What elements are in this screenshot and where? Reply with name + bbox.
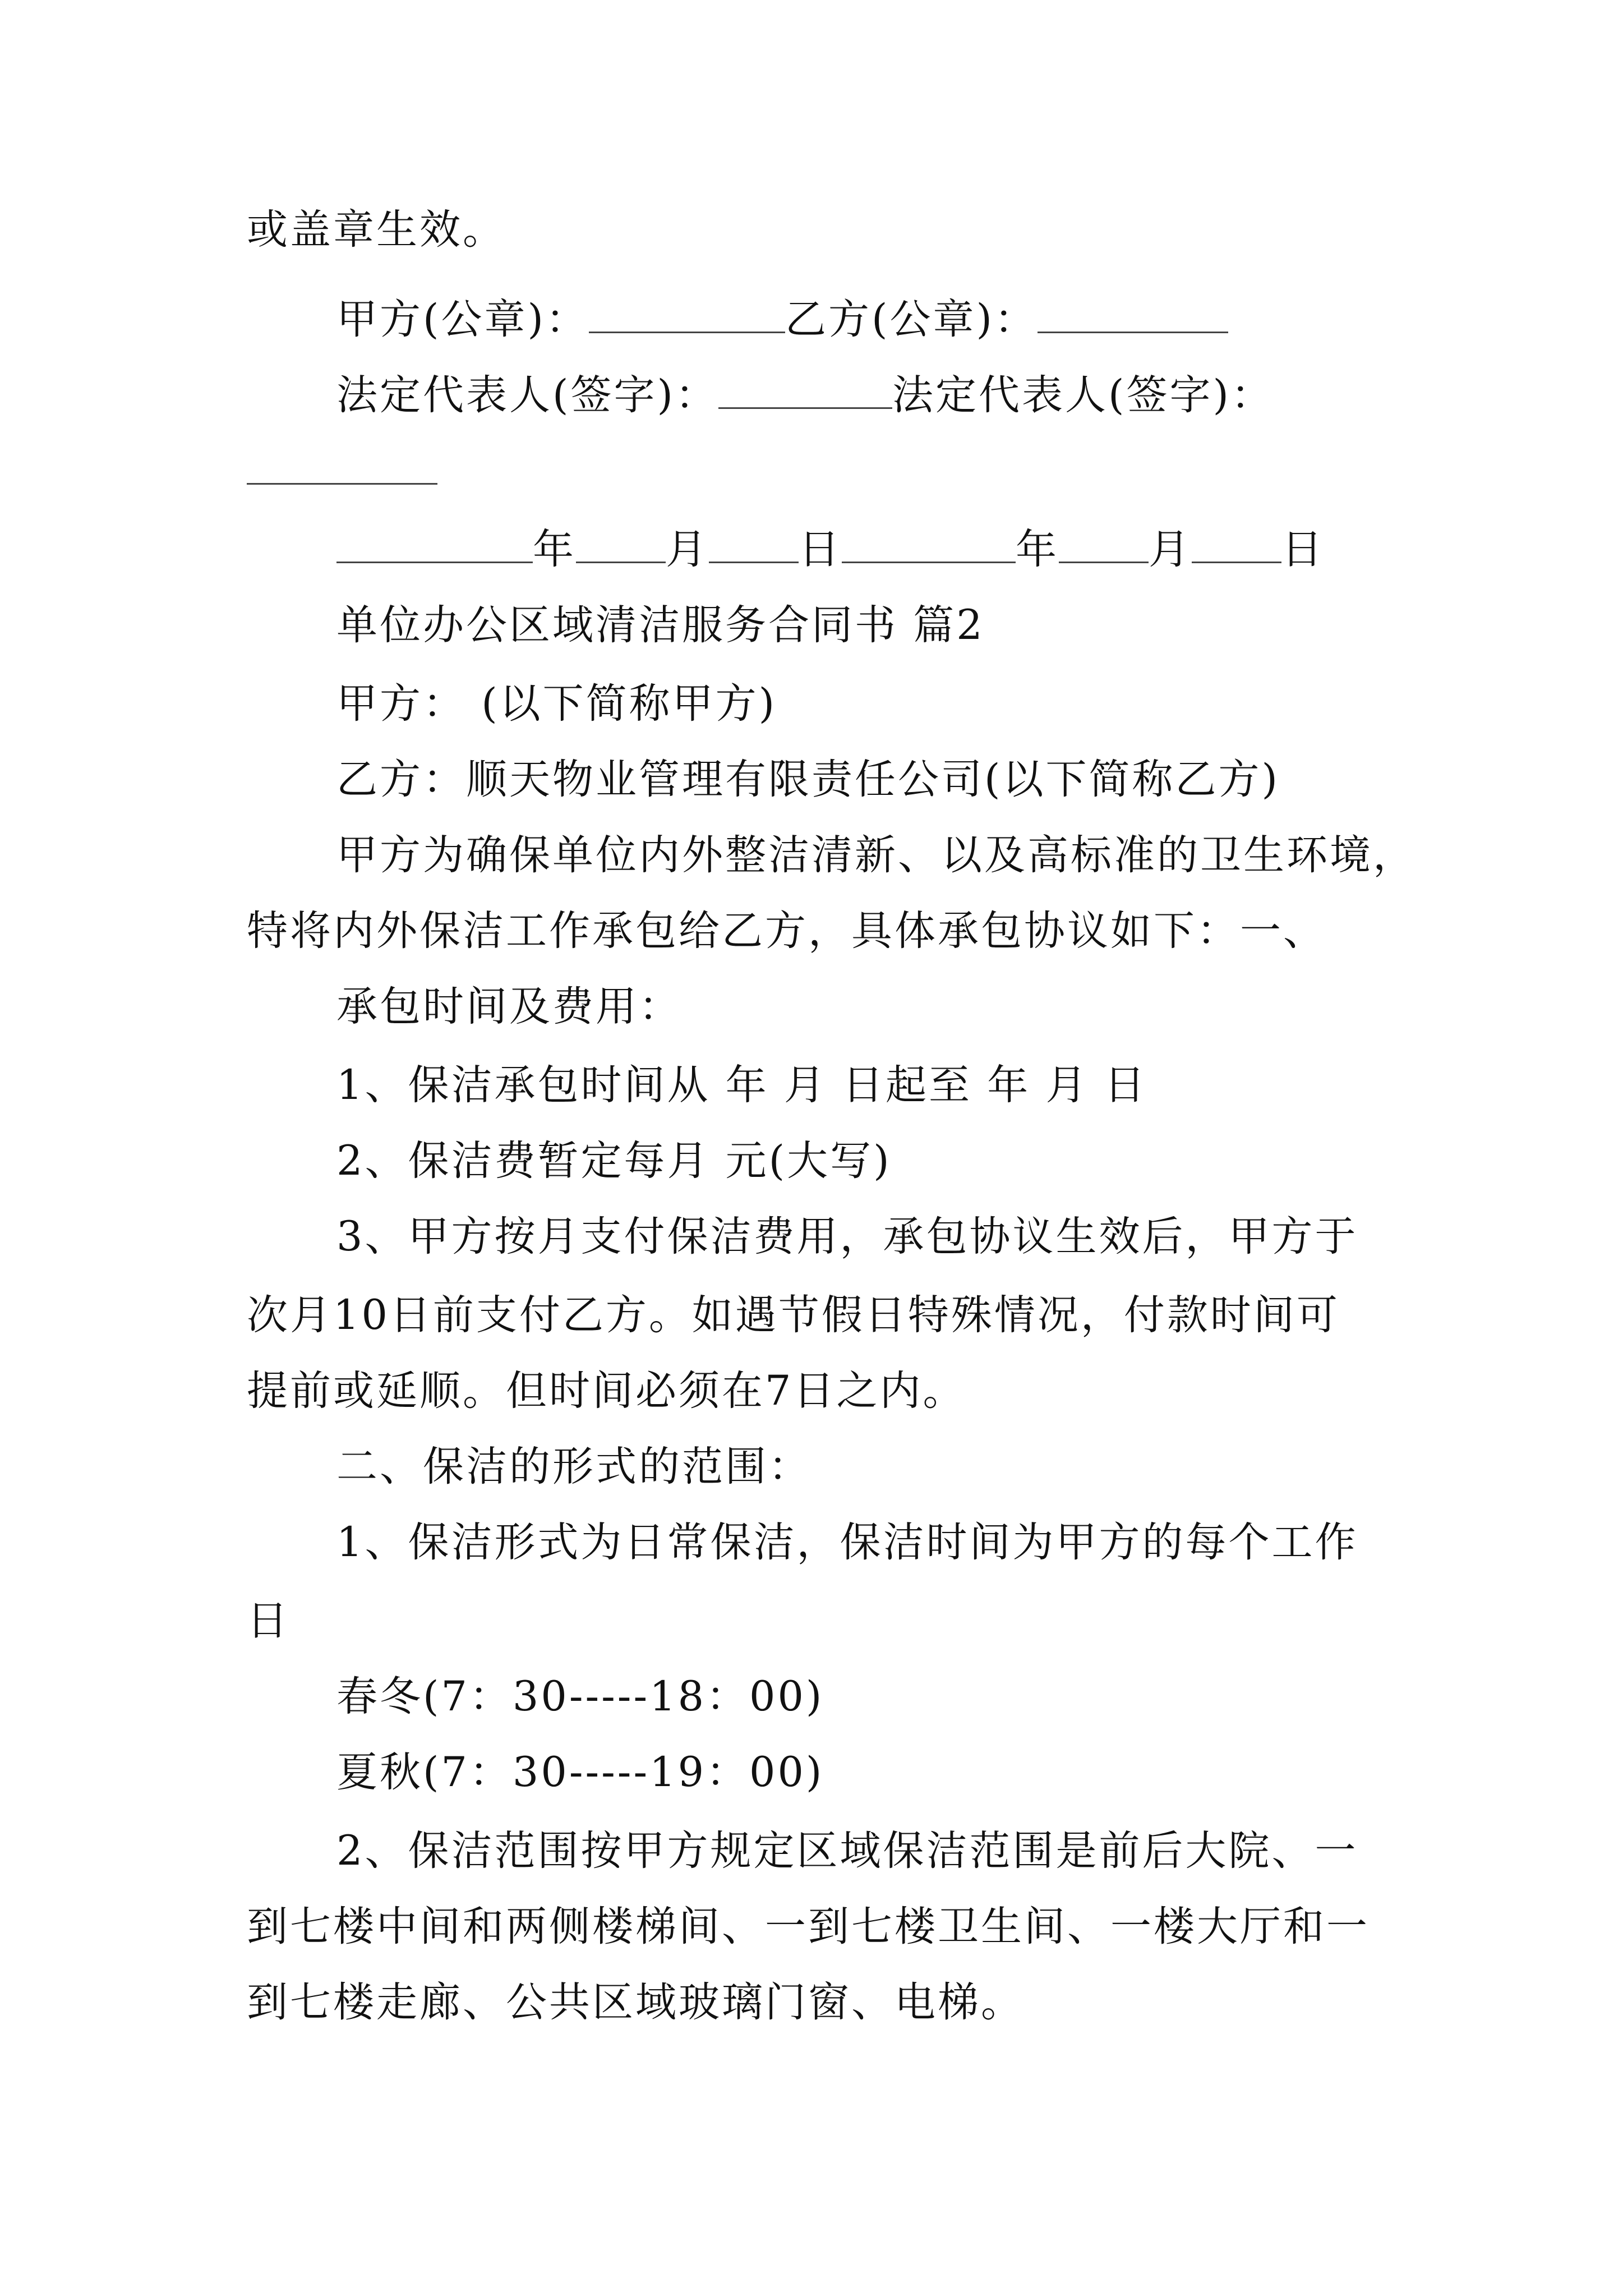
party-b-rep-blank — [247, 449, 437, 485]
schedule-line: 春冬(7：30-----18：00) — [336, 1673, 824, 1720]
party-a-rep-label: 法定代表人(签字)： — [336, 371, 718, 419]
paragraph-line: 甲方为确保单位内外整洁清新、以及高标准的卫生环境， — [336, 831, 1416, 879]
date-b-day-blank — [1192, 528, 1281, 563]
party-b-line: 乙方：顺天物业管理有限责任公司(以下简称乙方) — [336, 756, 1280, 803]
clause-item: 3、甲方按月支付保洁费用，承包协议生效后，甲方于 — [336, 1213, 1358, 1260]
party-a-line: 甲方： (以下简称甲方) — [336, 680, 777, 728]
date-b-year-blank — [842, 528, 1016, 563]
date-a-month-label: 月 — [666, 526, 709, 573]
date-b-year-label: 年 — [1016, 526, 1059, 573]
party-b-seal-blank — [1038, 298, 1228, 333]
clause-item: 2、保洁范围按甲方规定区域保洁范围是前后大院、一 — [336, 1827, 1358, 1875]
party-a-seal-blank — [589, 298, 785, 333]
document-heading: 单位办公区域清洁服务合同书 篇2 — [336, 601, 985, 649]
party-b-seal-label: 乙方(公章)： — [785, 296, 1038, 343]
date-b-day-label: 日 — [1281, 526, 1325, 573]
clause-item: 日 — [247, 1597, 290, 1645]
date-b-month-blank — [1059, 528, 1149, 563]
clause-item: 次月10日前支付乙方。如遇节假日特殊情况，付款时间可 — [247, 1291, 1340, 1339]
clause-item: 到七楼中间和两侧楼梯间、一到七楼卫生间、一楼大厅和一 — [247, 1903, 1370, 1950]
date-a-day-label: 日 — [799, 526, 842, 573]
signature-rep-line — [336, 367, 1274, 424]
text-line: 或盖章生效。 — [247, 206, 506, 254]
date-a-day-blank — [709, 528, 799, 563]
schedule-line: 夏秋(7：30-----19：00) — [336, 1749, 824, 1796]
date-a-year-label: 年 — [533, 526, 576, 573]
party-b-rep-label: 法定代表人(签字)： — [892, 371, 1274, 419]
clause-item: 提前或延顺。但时间必须在7日之内。 — [247, 1367, 966, 1415]
clause-item: 2、保洁费暂定每月 元(大写) — [336, 1137, 892, 1185]
clause-item: 1、保洁形式为日常保洁，保洁时间为甲方的每个工作 — [336, 1519, 1358, 1566]
section-title: 承包时间及费用： — [336, 983, 682, 1030]
date-a-year-blank — [336, 528, 533, 563]
date-b-month-label: 月 — [1149, 526, 1192, 573]
date-line — [336, 522, 1325, 578]
clause-item: 1、保洁承包时间从 年 月 日起至 年 月 日 — [336, 1061, 1147, 1109]
clause-item: 到七楼走廊、公共区域玻璃门窗、电梯。 — [247, 1978, 1024, 2026]
party-a-rep-blank — [718, 374, 892, 409]
signature-company-line — [336, 292, 1228, 348]
paragraph-line: 特将内外保洁工作承包给乙方，具体承包协议如下：一、 — [247, 907, 1326, 955]
party-a-seal-label: 甲方(公章)： — [336, 296, 589, 343]
section-title: 二、保洁的形式的范围： — [336, 1443, 811, 1490]
signature-rep-continuation — [247, 443, 437, 499]
date-a-month-blank — [576, 528, 666, 563]
